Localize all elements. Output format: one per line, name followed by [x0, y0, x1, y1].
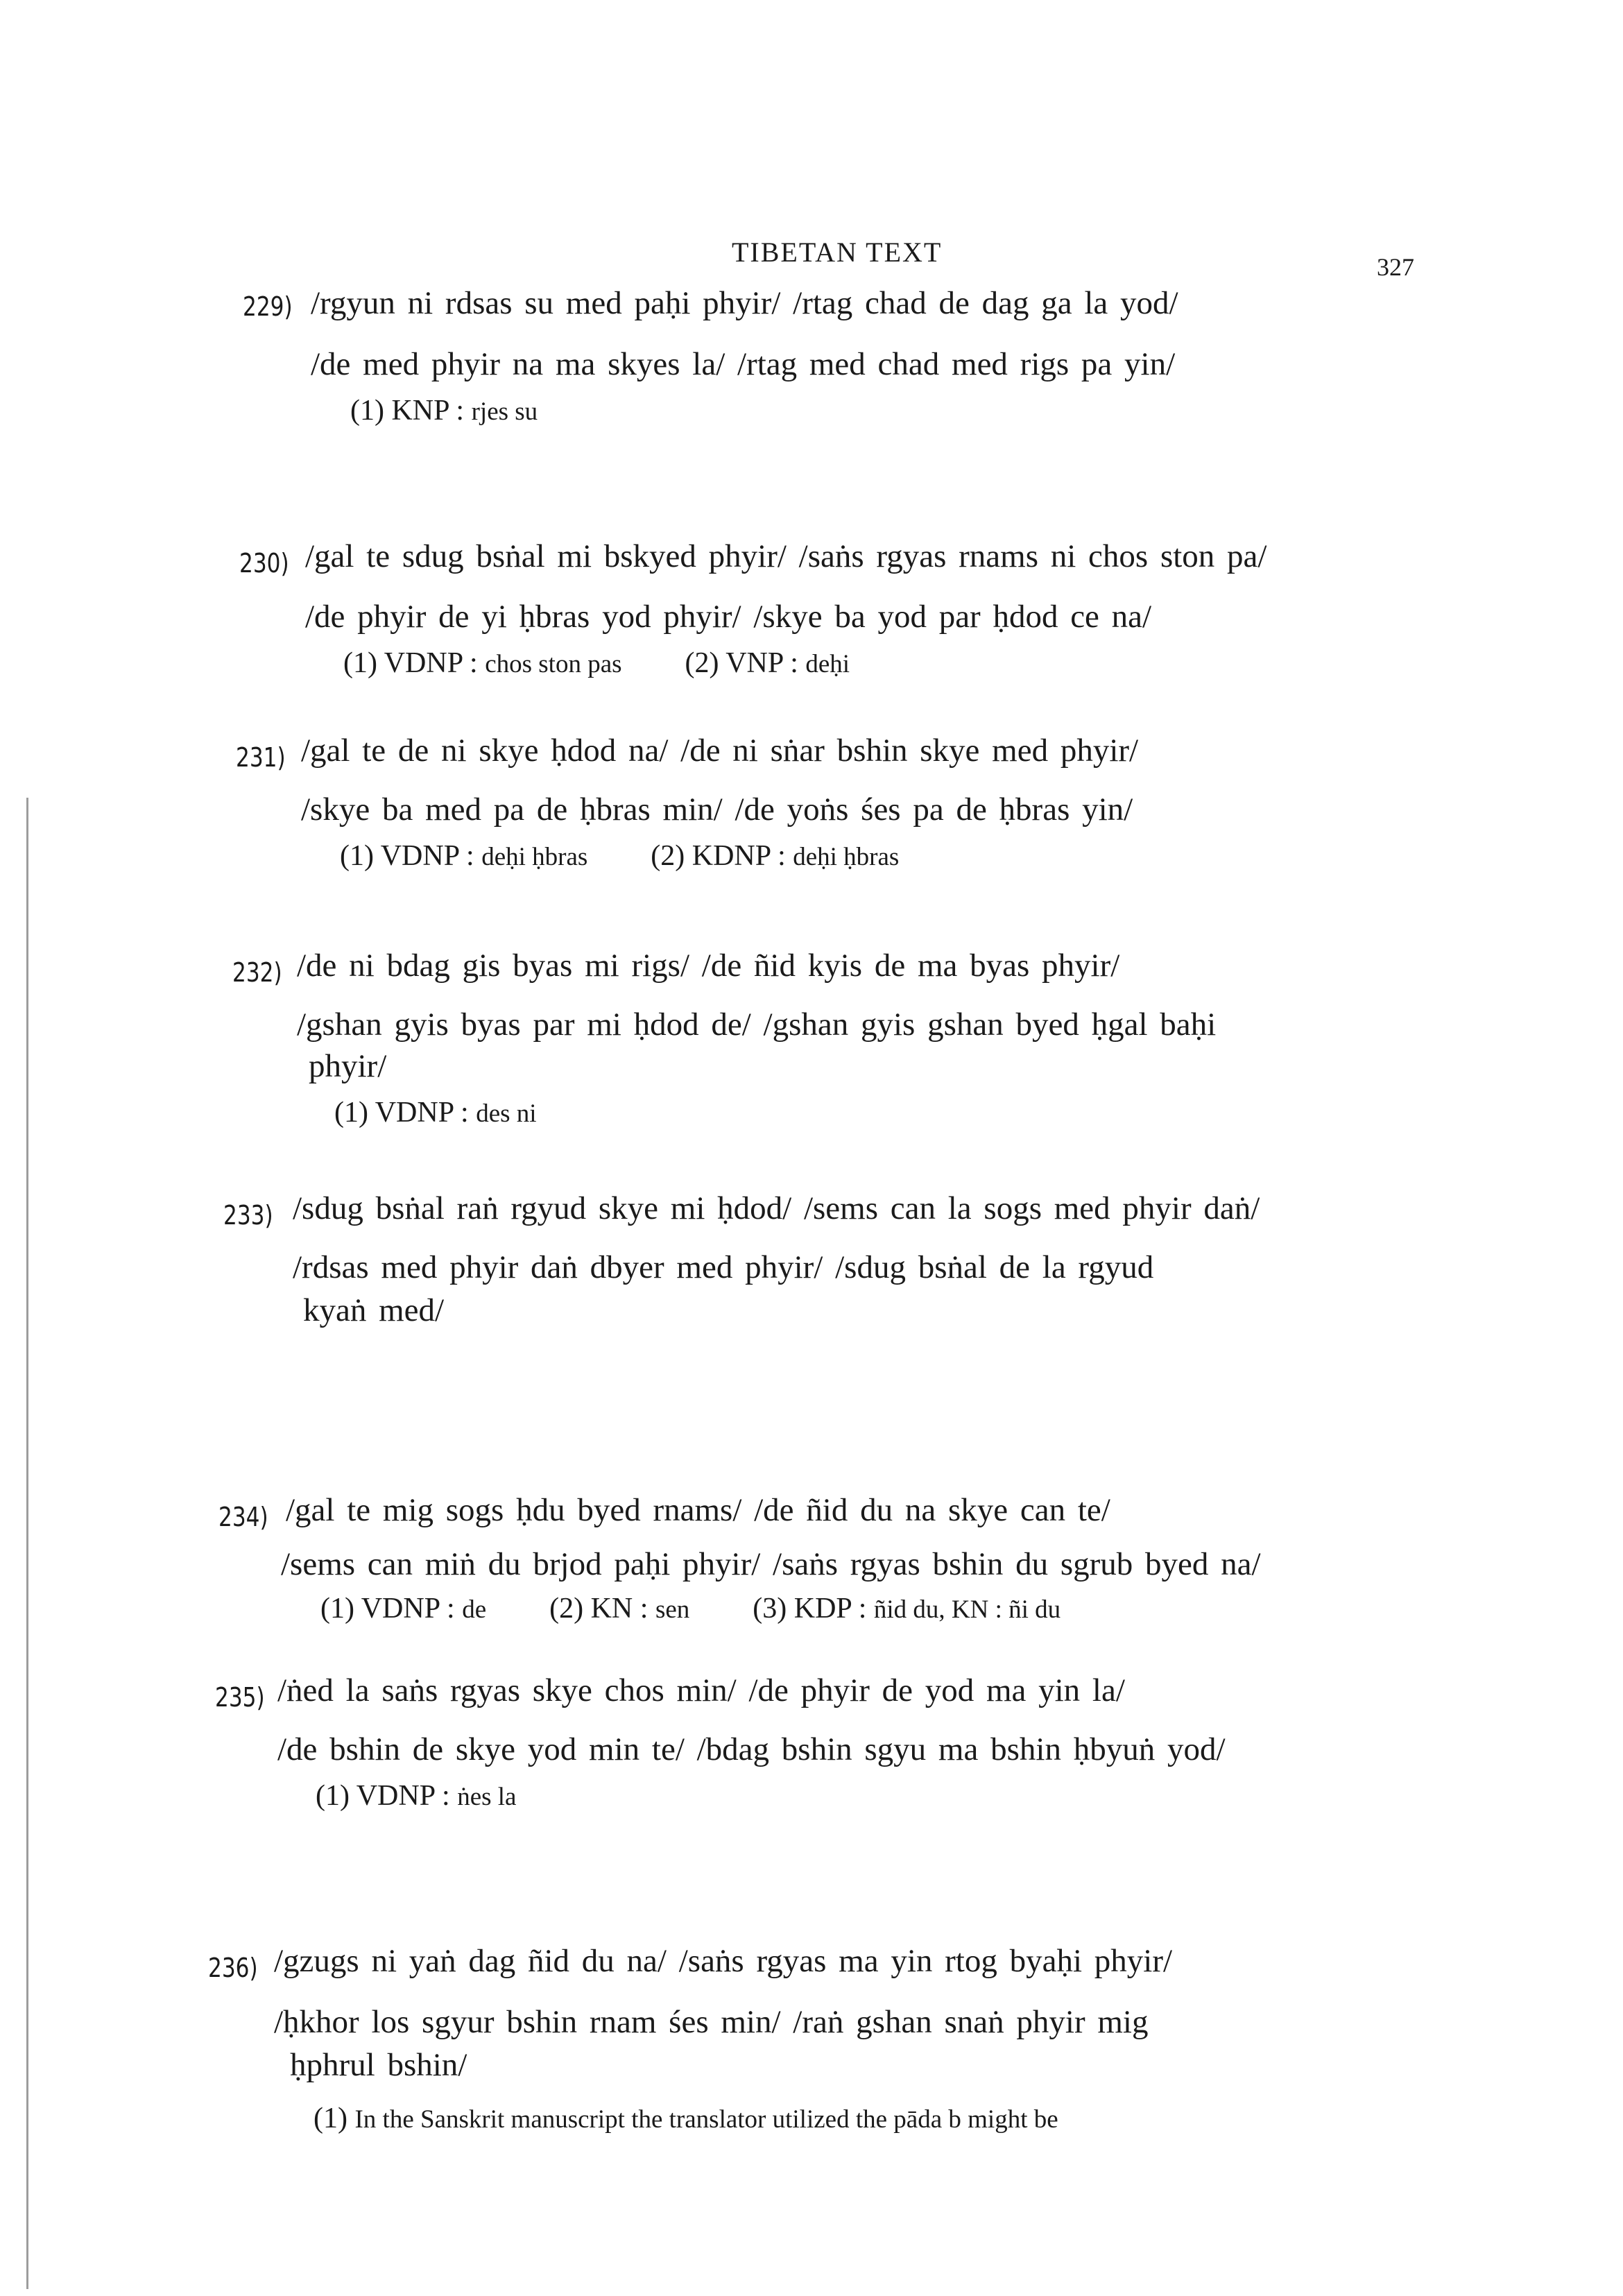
- footnote-marker: (1): [314, 2102, 347, 2134]
- footnote-marker: (1) VDNP :: [334, 1097, 469, 1129]
- footnote-marker: (1) VDNP :: [343, 647, 478, 679]
- verse-line: /gal te mig sogs ḥdu byed rnams/ /de ñid du na skye can te/: [286, 1492, 1110, 1528]
- verse-line: /ṅed la saṅs rgyas skye chos min/ /de phyir de yod ma yin la/: [277, 1672, 1125, 1708]
- verse-number: 232): [232, 957, 282, 988]
- verse-line: /ḥkhor los sgyur bshin rnam śes min/ /raṅ gshan snaṅ phyir mig: [274, 2004, 1149, 2040]
- footnote-marker: (1) VDNP :: [340, 840, 474, 872]
- footnote-text: des ni: [476, 1099, 537, 1128]
- footnote-marker: (1) VDNP :: [316, 1780, 450, 1812]
- footnote-text: ñid du, KN : ñi du: [873, 1595, 1061, 1624]
- footnote-marker: (1) VDNP :: [320, 1593, 455, 1625]
- footnote: [350, 394, 538, 427]
- verse-line: /gal te de ni skye ḥdod na/ /de ni sṅar bshin skye med phyir/: [301, 733, 1139, 769]
- footnote-text: deḥi: [805, 650, 850, 678]
- verse-line: phyir/: [309, 1048, 387, 1084]
- verse-number: 229): [243, 291, 293, 322]
- footnote: [340, 839, 899, 873]
- verse-line: /de ni bdag gis byas mi rigs/ /de ñid kyis de ma byas phyir/: [297, 948, 1120, 984]
- verse-line: /rgyun ni rdsas su med paḥi phyir/ /rtag chad de dag ga la yod/: [311, 285, 1178, 321]
- verse-number: 231): [236, 742, 286, 773]
- footnote-marker: (2) KDNP :: [651, 840, 786, 872]
- verse-line: /sems can miṅ du brjod paḥi phyir/ /saṅs rgyas bshin du sgrub byed na/: [281, 1546, 1261, 1582]
- verse-line: /gshan gyis byas par mi ḥdod de/ /gshan gyis gshan byed ḥgal baḥi: [297, 1006, 1217, 1043]
- verse-number: 230): [239, 548, 289, 579]
- verse-number: 233): [223, 1200, 273, 1231]
- footnote: [320, 1592, 1060, 1625]
- footnote-text: In the Sanskrit manuscript the translator utilized the pāda b might be: [354, 2105, 1058, 2134]
- footnote-marker: (1) KNP :: [350, 395, 465, 427]
- margin-rule: [26, 798, 28, 2289]
- page-number: 327: [1377, 253, 1414, 281]
- footnote: [334, 1096, 537, 1129]
- footnote: [343, 646, 850, 680]
- verse-number: 234): [218, 1502, 268, 1532]
- footnote-text: chos ston pas: [485, 650, 622, 678]
- verse-number: 236): [208, 1953, 258, 1983]
- footnote-text: deḥi ḥbras: [793, 843, 900, 871]
- footnote-text: deḥi ḥbras: [481, 843, 588, 871]
- footnote-text: ṅes la: [457, 1783, 517, 1811]
- verse-number: 235): [215, 1682, 265, 1713]
- verse-line: /gzugs ni yaṅ dag ñid du na/ /saṅs rgyas ma yin rtog byaḥi phyir/: [274, 1943, 1173, 1979]
- verse-line: /de bshin de skye yod min te/ /bdag bshin sgyu ma bshin ḥbyuṅ yod/: [277, 1731, 1226, 1767]
- footnote-marker: (2) KN :: [549, 1593, 649, 1625]
- footnote-marker: (3) KDP :: [753, 1593, 867, 1625]
- verse-line: ḥphrul bshin/: [290, 2047, 467, 2083]
- verse-line: /de med phyir na ma skyes la/ /rtag med chad med rigs pa yin/: [311, 346, 1176, 382]
- verse-line: /gal te sdug bsṅal mi bskyed phyir/ /saṅs rgyas rnams ni chos ston pa/: [305, 538, 1267, 574]
- footnote-text: rjes su: [471, 397, 538, 426]
- verse-line: /rdsas med phyir daṅ dbyer med phyir/ /sdug bsṅal de la rgyud: [293, 1249, 1154, 1285]
- verse-line: /skye ba med pa de ḥbras min/ /de yoṅs śes pa de ḥbras yin/: [301, 791, 1133, 828]
- verse-line: kyaṅ med/: [303, 1292, 445, 1328]
- footnote-marker: (2) VNP :: [685, 647, 798, 679]
- verse-line: /sdug bsṅal raṅ rgyud skye mi ḥdod/ /sems can la sogs med phyir daṅ/: [293, 1190, 1260, 1226]
- footnote: [316, 1779, 516, 1813]
- verse-line: /de phyir de yi ḥbras yod phyir/ /skye ba yod par ḥdod ce na/: [305, 599, 1152, 635]
- footnote: [314, 2102, 1058, 2135]
- footnote-text: sen: [655, 1595, 690, 1624]
- running-header: TIBETAN TEXT: [732, 237, 943, 268]
- footnote-text: de: [462, 1595, 487, 1624]
